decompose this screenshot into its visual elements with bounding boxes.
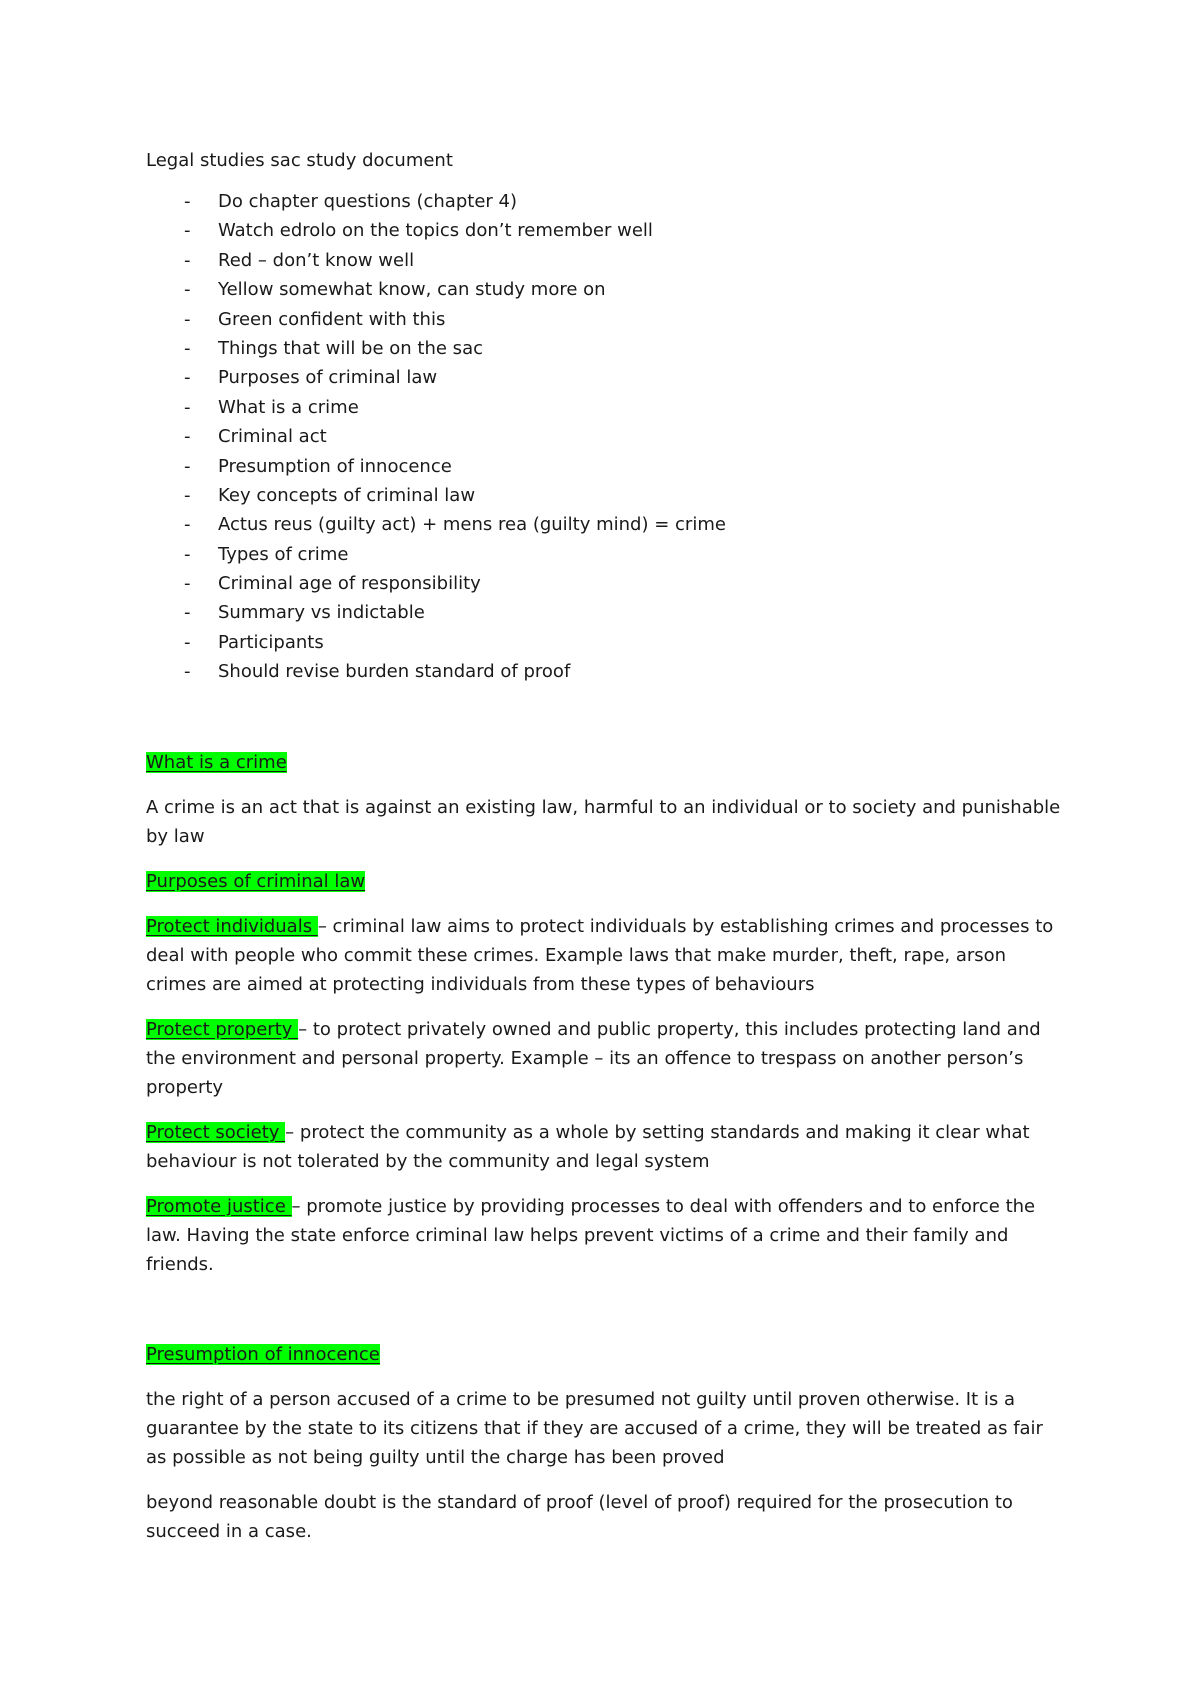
- list-item: [146, 510, 1066, 539]
- list-item-text: Yellow somewhat know, can study more on: [218, 279, 606, 301]
- list-item: [146, 422, 1066, 451]
- list-item: [146, 628, 1066, 657]
- bullet-marker: -: [184, 426, 191, 448]
- bullet-marker: -: [184, 220, 191, 242]
- list-item: [146, 334, 1066, 363]
- study-checklist: [146, 187, 1066, 687]
- bullet-marker: -: [184, 484, 191, 506]
- bullet-marker: -: [184, 573, 191, 595]
- standard-of-proof-paragraph: beyond reasonable doubt is the standard of proof (level of proof) required for the prosecution to succeed in a case.: [146, 1491, 1013, 1542]
- bullet-marker: -: [184, 631, 191, 653]
- heading-what-is-a-crime: [146, 748, 1066, 777]
- list-item-text: Types of crime: [218, 543, 349, 565]
- bullet-marker: -: [184, 337, 191, 359]
- list-item: [146, 305, 1066, 334]
- list-item-text: Watch edrolo on the topics don’t remember well: [218, 220, 653, 242]
- highlighted-term: Protect property: [146, 1018, 299, 1040]
- highlighted-term: Protect individuals: [146, 915, 318, 937]
- purpose-protect-individuals: [146, 912, 1066, 999]
- list-item-text: Participants: [218, 631, 324, 653]
- purpose-text: – criminal law aims to protect individuals by establishing crimes and processes to deal with people who commit these crimes. Example laws that make murder, theft, rape, arson crimes are aimed at protecting individuals from these types of behaviours: [146, 915, 1054, 995]
- highlighted-heading: What is a crime: [146, 751, 287, 773]
- document-page: [146, 146, 1066, 1546]
- list-item-text: Key concepts of criminal law: [218, 484, 476, 506]
- bullet-marker: -: [184, 308, 191, 330]
- bullet-marker: -: [184, 249, 191, 271]
- highlighted-heading: Presumption of innocence: [146, 1343, 380, 1365]
- bullet-marker: -: [184, 602, 191, 624]
- list-item: [146, 481, 1066, 510]
- bullet-marker: -: [184, 367, 191, 389]
- bullet-marker: -: [184, 396, 191, 418]
- bullet-marker: -: [184, 514, 191, 536]
- list-item: [146, 216, 1066, 245]
- bullet-marker: -: [184, 661, 191, 683]
- heading-purposes-of-criminal-law: [146, 867, 1066, 896]
- list-item-text: Criminal act: [218, 426, 327, 448]
- list-item: [146, 657, 1066, 686]
- highlighted-heading: Purposes of criminal law: [146, 870, 366, 892]
- purpose-protect-society: [146, 1118, 1066, 1176]
- list-item-text: Presumption of innocence: [218, 455, 452, 477]
- list-item-text: Purposes of criminal law: [218, 367, 438, 389]
- list-item: [146, 540, 1066, 569]
- list-item: [146, 393, 1066, 422]
- list-item: [146, 246, 1066, 275]
- purpose-text: – promote justice by providing processes to deal with offenders and to enforce the law. Having the state enforce criminal law helps prevent victims of a crime and their family and friends.: [146, 1195, 1036, 1275]
- heading-presumption-of-innocence: [146, 1340, 1066, 1369]
- list-item-text: Things that will be on the sac: [218, 337, 483, 359]
- highlighted-term: Promote justice: [146, 1195, 292, 1217]
- list-item-text: Do chapter questions (chapter 4): [218, 191, 517, 212]
- list-item-text: Should revise burden standard of proof: [218, 661, 571, 683]
- highlighted-term: Protect society: [146, 1121, 286, 1143]
- bullet-marker: -: [184, 279, 191, 301]
- purpose-text: – protect the community as a whole by setting standards and making it clear what behaviour is not tolerated by the community and legal system: [146, 1121, 1030, 1172]
- list-item: [146, 452, 1066, 481]
- crime-definition: A crime is an act that is against an existing law, harmful to an individual or to society and punishable by law: [146, 796, 1061, 847]
- bullet-marker: -: [184, 543, 191, 565]
- list-item-text: Red – don’t know well: [218, 249, 415, 271]
- list-item: [146, 187, 1066, 216]
- document-title: Legal studies sac study document: [146, 150, 453, 171]
- bullet-marker: -: [184, 191, 191, 212]
- purpose-text: – to protect privately owned and public property, this includes protecting land and the environment and personal property. Example – its an offence to trespass on another person’s property: [146, 1018, 1041, 1098]
- list-item: [146, 363, 1066, 392]
- list-item-text: Summary vs indictable: [218, 602, 425, 624]
- presumption-paragraph: the right of a person accused of a crime to be presumed not guilty until proven otherwise. It is a guarantee by the state to its citizens that if they are accused of a crime, they will be treated as fair as possible as not being guilty until the charge has been proved: [146, 1388, 1043, 1468]
- list-item-text: Green confident with this: [218, 308, 446, 330]
- list-item-text: What is a crime: [218, 396, 359, 418]
- list-item: [146, 598, 1066, 627]
- list-item-text: Actus reus (guilty act) + mens rea (guilty mind) = crime: [218, 514, 726, 536]
- purpose-promote-justice: [146, 1192, 1066, 1279]
- bullet-marker: -: [184, 455, 191, 477]
- purpose-protect-property: [146, 1015, 1066, 1102]
- list-item: [146, 275, 1066, 304]
- list-item: [146, 569, 1066, 598]
- list-item-text: Criminal age of responsibility: [218, 573, 481, 595]
